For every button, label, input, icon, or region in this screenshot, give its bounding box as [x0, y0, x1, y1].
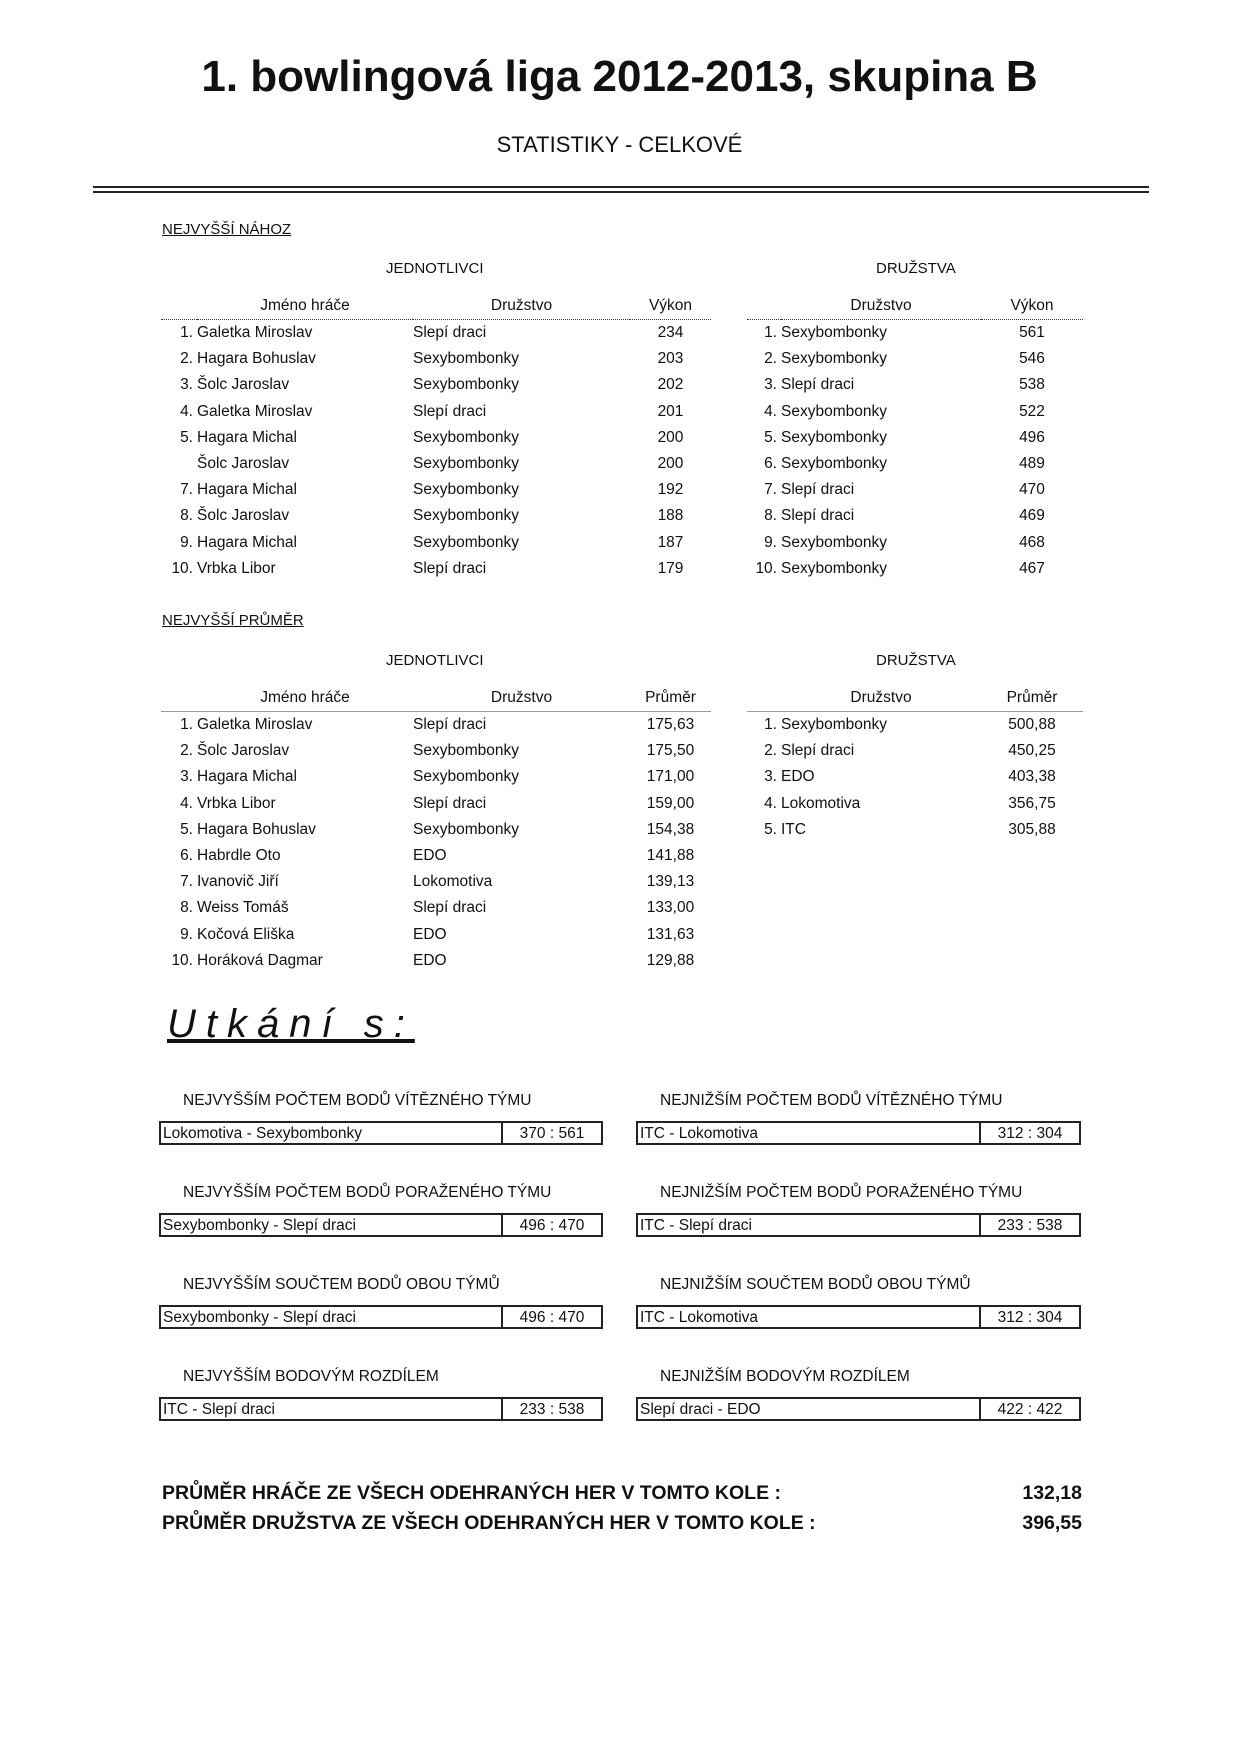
- table-row: [747, 764, 1083, 790]
- table-row: [747, 530, 1083, 556]
- cell-rank: 8.: [764, 507, 777, 525]
- cell-value: 538: [1019, 376, 1045, 394]
- match-score: 312 : 304: [997, 1125, 1063, 1142]
- match-label-highest-difference: NEJVYŠŠÍM BODOVÝM ROZDÍLEM: [183, 1368, 439, 1385]
- cell-value: 139,13: [646, 873, 695, 891]
- table-row: [161, 712, 711, 739]
- header-divider-bottom: [93, 191, 1149, 193]
- cell-name: Weiss Tomáš: [197, 899, 289, 917]
- cell-team: EDO: [413, 951, 447, 969]
- match-teams: Lokomotiva - Sexybombonky: [161, 1123, 503, 1143]
- cell-name: Hagara Michal: [197, 481, 297, 499]
- cell-rank: 2.: [764, 742, 777, 760]
- table-row: [747, 399, 1083, 425]
- match-teams: ITC - Lokomotiva: [638, 1123, 981, 1143]
- table-row: [161, 320, 711, 347]
- cell-rank: 3.: [180, 376, 193, 394]
- player-average-value: 132,18: [1022, 1482, 1082, 1504]
- cell-name: Hagara Michal: [197, 428, 297, 446]
- cell-rank: [161, 451, 197, 477]
- table-row: [161, 948, 711, 974]
- cell-rank: 1.: [180, 324, 193, 342]
- cell-name: Horáková Dagmar: [197, 951, 323, 969]
- match-box-highest-difference: [159, 1397, 603, 1421]
- cell-rank: 10.: [171, 951, 193, 969]
- cell-rank: 2.: [764, 350, 777, 368]
- cell-rank: 1.: [180, 716, 193, 734]
- cell-rank: 9.: [180, 925, 193, 943]
- cell-name: Galetka Miroslav: [197, 402, 313, 420]
- cell-rank: 5.: [180, 428, 193, 446]
- cell-rank: 2.: [180, 742, 193, 760]
- match-teams: ITC - Slepí draci: [638, 1215, 981, 1235]
- section-title-highest-average: NEJVYŠŠÍ PRŮMĚR: [162, 612, 304, 629]
- table-teams-highest-average: [747, 685, 1083, 843]
- cell-team: Slepí draci: [781, 742, 855, 760]
- cell-team: EDO: [413, 925, 447, 943]
- match-label-highest-total: NEJVYŠŠÍM SOUČTEM BODŮ OBOU TÝMŮ: [183, 1276, 500, 1293]
- match-label-lowest-loser: NEJNIŽŠÍM POČTEM BODŮ PORAŽENÉHO TÝMU: [660, 1184, 1023, 1201]
- cell-rank: 4.: [180, 402, 193, 420]
- table-row: [161, 503, 711, 529]
- match-score: 233 : 538: [519, 1401, 585, 1418]
- cell-value: 356,75: [1008, 794, 1056, 812]
- cell-rank: 1.: [764, 716, 777, 734]
- table-row: [161, 530, 711, 556]
- cell-team: Sexybombonky: [413, 742, 519, 760]
- cell-value: 470: [1019, 481, 1045, 499]
- match-teams: Slepí draci - EDO: [638, 1399, 981, 1419]
- cell-rank: 4.: [764, 794, 777, 812]
- page-title: 1. bowlingová liga 2012-2013, skupina B: [201, 52, 1038, 101]
- section-title-highest-throw: NEJVYŠŠÍ NÁHOZ: [162, 221, 292, 238]
- table-row: [747, 477, 1083, 503]
- cell-value: 203: [657, 350, 684, 368]
- table-row: [161, 477, 711, 503]
- table-header-row: [747, 293, 1083, 320]
- cell-name: Hagara Bohuslav: [197, 350, 316, 368]
- cell-rank: 5.: [180, 820, 193, 838]
- cell-team: Sexybombonky: [413, 376, 519, 394]
- cell-team: Sexybombonky: [413, 507, 519, 525]
- cell-team: Sexybombonky: [413, 455, 519, 473]
- cell-value: 131,63: [646, 925, 695, 943]
- table-row: [161, 346, 711, 372]
- table-row: [161, 843, 711, 869]
- table-row: [747, 712, 1083, 739]
- cell-rank: 6.: [764, 455, 777, 473]
- cell-name: Ivanovič Jiří: [197, 873, 279, 891]
- cell-team: Lokomotiva: [781, 794, 861, 812]
- cell-name: Hagara Michal: [197, 533, 297, 551]
- heading-individuals-average: JEDNOTLIVCI: [386, 652, 484, 669]
- column-header-rank: [747, 293, 781, 320]
- cell-rank: 3.: [180, 768, 193, 786]
- match-label-highest-loser: NEJVYŠŠÍM POČTEM BODŮ PORAŽENÉHO TÝMU: [183, 1184, 552, 1201]
- column-header-rank: [161, 685, 197, 712]
- cell-team: Slepí draci: [781, 376, 855, 394]
- match-score: 496 : 470: [519, 1309, 585, 1326]
- cell-value: 546: [1019, 350, 1045, 368]
- cell-team: Slepí draci: [413, 402, 487, 420]
- match-teams: Sexybombonky - Slepí draci: [161, 1215, 503, 1235]
- column-header-rank: [161, 293, 197, 320]
- table-row: [747, 817, 1083, 843]
- column-header-value: Průměr: [630, 685, 711, 712]
- cell-value: 129,88: [646, 951, 695, 969]
- cell-team: Sexybombonky: [781, 716, 887, 734]
- cell-name: Šolc Jaroslav: [197, 742, 290, 760]
- cell-rank: 7.: [764, 481, 777, 499]
- cell-rank: 2.: [180, 350, 193, 368]
- cell-value: 468: [1019, 533, 1045, 551]
- cell-rank: 3.: [764, 768, 777, 786]
- cell-name: Habrdle Oto: [197, 847, 281, 865]
- column-header-team: Družstvo: [413, 293, 630, 320]
- table-row: [161, 922, 711, 948]
- table-row: [161, 556, 711, 582]
- cell-name: Šolc Jaroslav: [197, 507, 290, 525]
- cell-value: 175,50: [646, 742, 695, 760]
- team-average-value: 396,55: [1022, 1512, 1082, 1534]
- cell-name: Kočová Eliška: [197, 925, 295, 943]
- cell-name: Vrbka Libor: [197, 559, 276, 577]
- cell-rank: 10.: [755, 559, 777, 577]
- column-header-value: Výkon: [630, 293, 711, 320]
- table-row: [747, 372, 1083, 398]
- cell-value: 192: [657, 481, 684, 499]
- heading-teams-throw: DRUŽSTVA: [876, 260, 956, 277]
- cell-value: 500,88: [1008, 716, 1056, 734]
- cell-value: 561: [1019, 324, 1045, 342]
- cell-value: 188: [657, 507, 684, 525]
- cell-value: 496: [1019, 428, 1045, 446]
- cell-team: Slepí draci: [413, 559, 487, 577]
- match-teams: ITC - Slepí draci: [161, 1399, 503, 1419]
- table-row: [161, 764, 711, 790]
- match-teams: Sexybombonky - Slepí draci: [161, 1307, 503, 1327]
- cell-team: Sexybombonky: [413, 350, 519, 368]
- table-row: [161, 451, 711, 477]
- cell-name: Galetka Miroslav: [197, 716, 313, 734]
- cell-value: 179: [657, 559, 684, 577]
- heading-individuals-throw: JEDNOTLIVCI: [386, 260, 484, 277]
- cell-value: 175,63: [646, 716, 695, 734]
- cell-team: Sexybombonky: [781, 402, 887, 420]
- cell-rank: 7.: [180, 873, 193, 891]
- match-score: 370 : 561: [519, 1125, 585, 1142]
- cell-value: 201: [657, 402, 684, 420]
- cell-value: 489: [1019, 455, 1045, 473]
- table-row: [747, 791, 1083, 817]
- match-box-highest-loser: [159, 1213, 603, 1237]
- column-header-player: Jméno hráče: [197, 685, 413, 712]
- cell-value: 159,00: [646, 794, 695, 812]
- table-row: [747, 451, 1083, 477]
- table-row: [747, 556, 1083, 582]
- cell-rank: 6.: [180, 847, 193, 865]
- matches-heading: Utkání s:: [167, 1002, 415, 1046]
- cell-value: 133,00: [646, 899, 695, 917]
- match-label-highest-winner: NEJVYŠŠÍM POČTEM BODŮ VÍTĚZNÉHO TÝMU: [183, 1092, 532, 1109]
- table-row: [747, 425, 1083, 451]
- heading-teams-average: DRUŽSTVA: [876, 652, 956, 669]
- table-header-row: [747, 685, 1083, 712]
- cell-value: 234: [657, 324, 684, 342]
- cell-value: 403,38: [1008, 768, 1056, 786]
- cell-team: Sexybombonky: [781, 533, 887, 551]
- table-row: [161, 817, 711, 843]
- cell-value: 171,00: [646, 768, 695, 786]
- cell-team: Sexybombonky: [413, 533, 519, 551]
- cell-rank: 5.: [764, 428, 777, 446]
- table-individuals-highest-throw: [161, 293, 711, 582]
- cell-rank: 3.: [764, 376, 777, 394]
- table-row: [161, 895, 711, 921]
- cell-rank: 9.: [764, 533, 777, 551]
- column-header-team: Družstvo: [781, 293, 981, 320]
- match-label-lowest-difference: NEJNIŽŠÍM BODOVÝM ROZDÍLEM: [660, 1368, 910, 1385]
- cell-rank: 8.: [180, 899, 193, 917]
- cell-value: 200: [657, 428, 684, 446]
- table-row: [747, 346, 1083, 372]
- table-row: [161, 738, 711, 764]
- cell-name: Galetka Miroslav: [197, 324, 313, 342]
- match-score: 422 : 422: [997, 1401, 1063, 1418]
- cell-team: ITC: [781, 820, 806, 838]
- column-header-team: Družstvo: [781, 685, 981, 712]
- table-row: [161, 425, 711, 451]
- cell-rank: 1.: [764, 324, 777, 342]
- cell-value: 469: [1019, 507, 1045, 525]
- match-box-lowest-total: [636, 1305, 1081, 1329]
- table-header-row: [161, 685, 711, 712]
- cell-rank: 10.: [171, 559, 193, 577]
- table-row: [747, 503, 1083, 529]
- cell-rank: 4.: [180, 794, 193, 812]
- cell-value: 305,88: [1008, 820, 1056, 838]
- page-subtitle: STATISTIKY - CELKOVÉ: [496, 132, 743, 157]
- cell-value: 467: [1019, 559, 1045, 577]
- cell-team: Sexybombonky: [413, 481, 519, 499]
- column-header-value: Průměr: [981, 685, 1083, 712]
- cell-rank: 5.: [764, 820, 777, 838]
- match-label-lowest-winner: NEJNIŽŠÍM POČTEM BODŮ VÍTĚZNÉHO TÝMU: [660, 1092, 1003, 1109]
- cell-team: Sexybombonky: [781, 455, 887, 473]
- table-header-row: [161, 293, 711, 320]
- cell-team: Slepí draci: [413, 899, 487, 917]
- match-score: 312 : 304: [997, 1309, 1063, 1326]
- cell-team: Sexybombonky: [413, 428, 519, 446]
- cell-team: Slepí draci: [781, 507, 855, 525]
- cell-rank: 7.: [180, 481, 193, 499]
- cell-team: Sexybombonky: [781, 324, 887, 342]
- match-box-highest-winner: [159, 1121, 603, 1145]
- cell-name: Hagara Michal: [197, 768, 297, 786]
- column-header-team: Družstvo: [413, 685, 630, 712]
- cell-team: Sexybombonky: [781, 559, 887, 577]
- cell-name: Šolc Jaroslav: [197, 376, 290, 394]
- team-average-label: PRŮMĚR DRUŽSTVA ZE VŠECH ODEHRANÝCH HER V TOMTO KOLE :: [162, 1512, 816, 1534]
- cell-team: EDO: [413, 847, 447, 865]
- table-row: [161, 869, 711, 895]
- cell-value: 141,88: [646, 847, 695, 865]
- cell-rank: 4.: [764, 402, 777, 420]
- match-score: 496 : 470: [519, 1217, 585, 1234]
- header-divider-top: [93, 186, 1149, 188]
- player-average-label: PRŮMĚR HRÁČE ZE VŠECH ODEHRANÝCH HER V TOMTO KOLE :: [162, 1482, 781, 1504]
- cell-value: 202: [657, 376, 684, 394]
- cell-team: Sexybombonky: [413, 820, 519, 838]
- table-individuals-highest-average: [161, 685, 711, 974]
- table-row: [161, 372, 711, 398]
- match-score: 233 : 538: [997, 1217, 1063, 1234]
- match-box-highest-total: [159, 1305, 603, 1329]
- table-row: [747, 738, 1083, 764]
- cell-name: Vrbka Libor: [197, 794, 276, 812]
- cell-team: Slepí draci: [781, 481, 855, 499]
- cell-value: 522: [1019, 402, 1045, 420]
- column-header-rank: [747, 685, 781, 712]
- cell-team: Sexybombonky: [781, 428, 887, 446]
- cell-team: Slepí draci: [413, 794, 487, 812]
- cell-name: Hagara Bohuslav: [197, 820, 316, 838]
- column-header-value: Výkon: [981, 293, 1083, 320]
- match-box-lowest-loser: [636, 1213, 1081, 1237]
- cell-rank: 8.: [180, 507, 193, 525]
- cell-value: 187: [657, 533, 684, 551]
- match-box-lowest-difference: [636, 1397, 1081, 1421]
- match-box-lowest-winner: [636, 1121, 1081, 1145]
- cell-team: Sexybombonky: [413, 768, 519, 786]
- match-label-lowest-total: NEJNIŽŠÍM SOUČTEM BODŮ OBOU TÝMŮ: [660, 1276, 971, 1293]
- cell-team: EDO: [781, 768, 815, 786]
- table-row: [161, 399, 711, 425]
- table-row: [747, 320, 1083, 347]
- table-teams-highest-throw: [747, 293, 1083, 582]
- column-header-player: Jméno hráče: [197, 293, 413, 320]
- match-teams: ITC - Lokomotiva: [638, 1307, 981, 1327]
- cell-value: 154,38: [646, 820, 695, 838]
- cell-team: Slepí draci: [413, 716, 487, 734]
- cell-rank: 9.: [180, 533, 193, 551]
- cell-team: Lokomotiva: [413, 873, 493, 891]
- table-row: [161, 791, 711, 817]
- cell-team: Slepí draci: [413, 324, 487, 342]
- cell-team: Sexybombonky: [781, 350, 887, 368]
- cell-value: 200: [657, 455, 684, 473]
- cell-name: Šolc Jaroslav: [197, 455, 290, 473]
- cell-value: 450,25: [1008, 742, 1056, 760]
